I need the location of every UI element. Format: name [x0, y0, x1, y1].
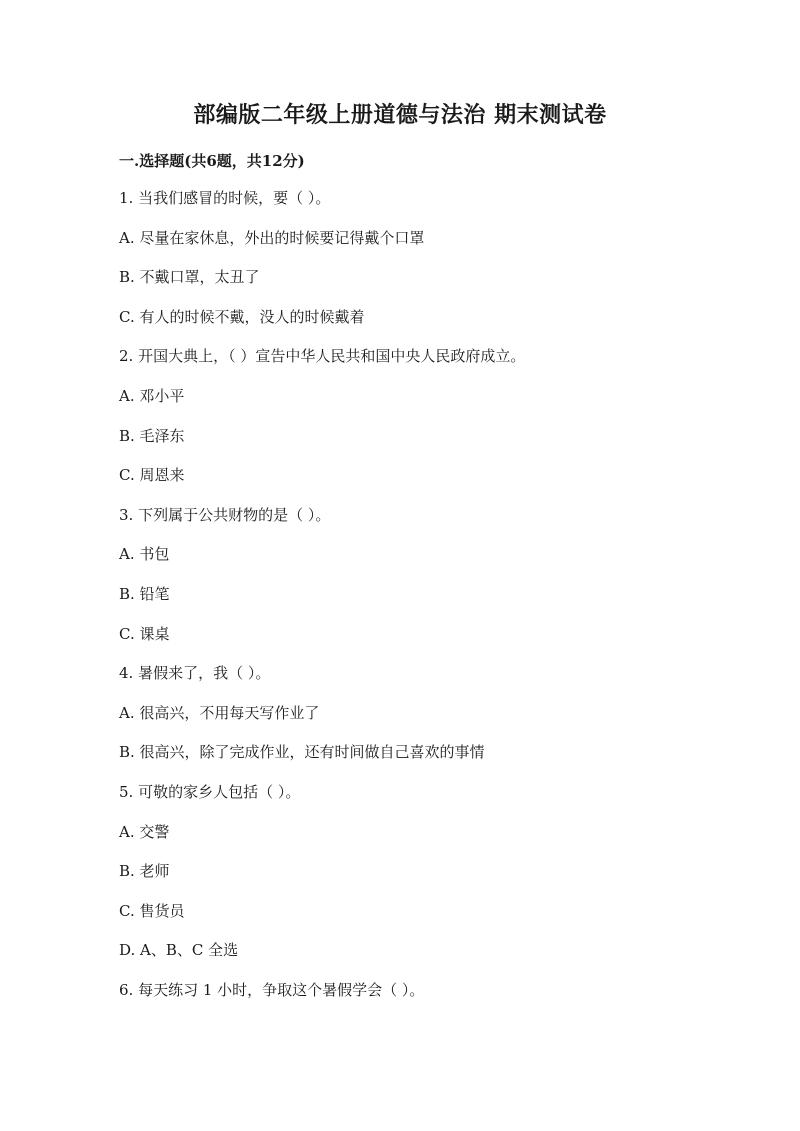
question-2-option-a: A. 邓小平	[119, 386, 185, 405]
question-5-option-b: B. 老师	[119, 862, 170, 881]
question-1-option-b: B. 不戴口罩，太丑了	[119, 268, 260, 287]
question-1-option-a: A. 尽量在家休息，外出的时候要记得戴个口罩	[119, 228, 425, 247]
question-6-stem: 6. 每天练习 1 小时，争取这个暑假学会（ ）。	[119, 980, 425, 999]
question-1-stem: 1. 当我们感冒的时候，要（ ）。	[119, 189, 331, 207]
question-3-option-a: A. 书包	[119, 545, 170, 564]
question-4-option-a: A. 很高兴，不用每天写作业了	[119, 703, 320, 722]
question-list	[119, 180, 759, 1011]
question-5-option-a: A. 交警	[119, 822, 170, 841]
question-5-option-d: D. A、B、C 全选	[119, 941, 239, 960]
question-3-option-c: C. 课桌	[119, 624, 170, 643]
section-heading: 一.选择题(共6题，共12分)	[119, 152, 305, 170]
question-2-option-b: B. 毛泽东	[119, 426, 185, 445]
question-1-option-c: C. 有人的时候不戴，没人的时候戴着	[119, 307, 365, 326]
page-title: 部编版二年级上册道德与法治 期末测试卷	[193, 102, 607, 128]
question-2-stem: 2. 开国大典上，（ ）宣告中华人民共和国中央人民政府成立。	[119, 347, 526, 366]
question-5-option-c: C. 售货员	[119, 901, 185, 920]
question-4-option-b: B. 很高兴，除了完成作业，还有时间做自己喜欢的事情	[119, 743, 485, 762]
question-5-stem: 5. 可敬的家乡人包括（ ）。	[119, 782, 301, 801]
question-3-stem: 3. 下列属于公共财物的是（ ）。	[119, 505, 331, 524]
question-3-option-b: B. 铅笔	[119, 584, 170, 603]
question-4-stem: 4. 暑假来了，我（ ）。	[119, 664, 271, 683]
question-2-option-c: C. 周恩来	[119, 466, 185, 485]
